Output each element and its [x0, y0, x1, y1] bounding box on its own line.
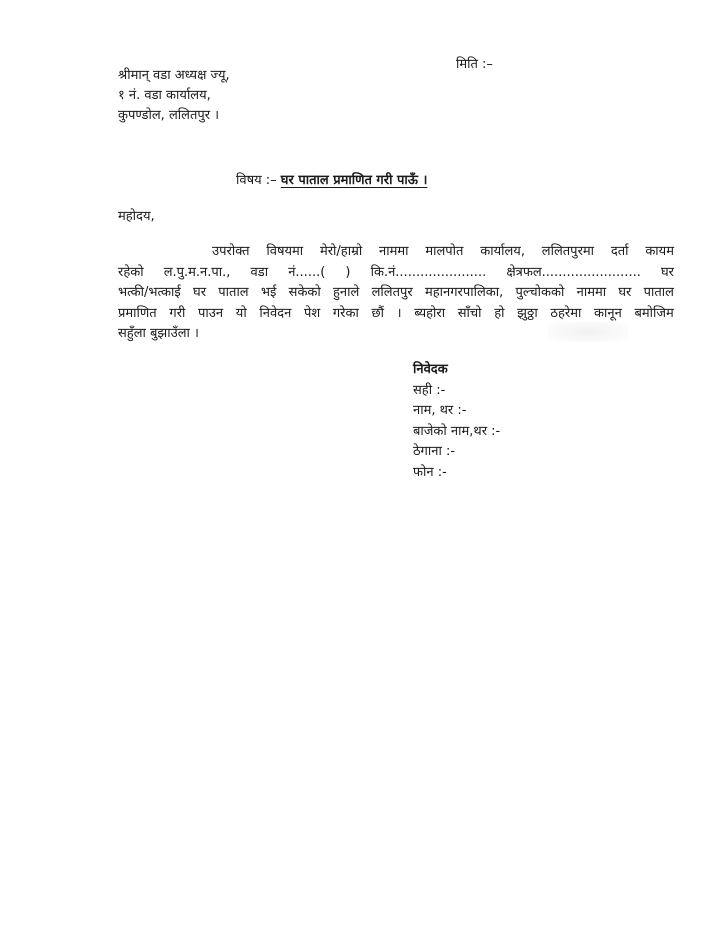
- body-word: ललितपुर: [371, 285, 413, 300]
- body-word: ब्यहोरा: [414, 305, 446, 321]
- subject-label: विषय :–: [236, 173, 281, 188]
- recipient-title: श्रीमान् वडा अध्यक्ष ज्यू,: [118, 68, 230, 83]
- body-word: नाममा: [379, 244, 409, 259]
- recipient-office: १ नं. वडा कार्यालय,: [118, 88, 211, 103]
- body-word: ल.पु.म.न.पा.,: [163, 264, 231, 280]
- body-word: मेरो/हाम्रो: [319, 244, 363, 259]
- body-word: घर: [618, 285, 632, 300]
- subject-line: [236, 170, 427, 188]
- body-word: प्रमाणित: [118, 305, 157, 321]
- recipient-address: [118, 66, 230, 126]
- applicant-heading: निवेदक: [413, 362, 448, 377]
- body-word: झुठ्ठा: [517, 305, 538, 321]
- body-word: हो: [494, 305, 505, 321]
- body-line: [118, 242, 674, 263]
- body-line: [118, 283, 674, 304]
- body-word: मालपोत: [425, 244, 464, 259]
- grandfather-name-field: बाजेको नाम,थर :-: [413, 423, 501, 439]
- body-word: महानगरपालिका,: [424, 285, 504, 300]
- body-word: ठहरेमा: [550, 305, 582, 321]
- body-word: निवेदन: [259, 305, 292, 321]
- body-word: ललितपुरमा: [541, 244, 595, 259]
- body-word: पाताल: [643, 285, 674, 300]
- body-word: घर: [660, 264, 674, 280]
- body-word: यो: [235, 305, 247, 321]
- body-line: [118, 304, 674, 325]
- body-word: विषयमा: [266, 244, 304, 259]
- signature-field: सही :-: [413, 382, 446, 398]
- body-word: भत्की/भत्काई: [118, 285, 181, 300]
- body-word: नं......(: [288, 264, 326, 280]
- body-word: गरेका: [332, 305, 359, 321]
- phone-field: फोन :-: [413, 464, 447, 480]
- recipient-location: कुपण्डोल, ललितपुर ।: [118, 108, 220, 123]
- name-field: नाम, थर :-: [413, 403, 467, 418]
- body-word: ।: [396, 305, 402, 321]
- body-word: कि.नं......................: [370, 264, 487, 280]
- body-word: सकेको: [288, 285, 321, 300]
- address-field: ठेगाना :-: [413, 444, 456, 459]
- body-word: घर: [193, 285, 207, 300]
- body-word: क्षेत्रफल........................: [506, 264, 641, 280]
- body-word: कायम: [645, 244, 674, 259]
- salutation: महोदय,: [118, 209, 155, 224]
- body-word: भई: [260, 285, 277, 300]
- body-word: गरी: [169, 305, 186, 321]
- body-word: नाममा: [576, 285, 607, 300]
- body-word: उपरोक्त: [212, 244, 250, 259]
- body-word: छौं: [371, 305, 384, 321]
- body-word: कानून: [594, 305, 622, 321]
- scan-smudge: [548, 322, 628, 342]
- body-word: बमोजिम: [634, 305, 674, 321]
- body-word: साँचो: [457, 305, 482, 321]
- body-word: पाउन: [198, 305, 224, 321]
- body-line: [118, 263, 674, 284]
- body-word: दर्ता: [610, 244, 629, 259]
- body-word: रहेको: [118, 264, 144, 280]
- subject-text: घर पाताल प्रमाणित गरी पाऊँ ।: [280, 173, 428, 188]
- body-word: ): [345, 264, 351, 280]
- applicant-block: [413, 360, 500, 483]
- body-word: हुनाले: [333, 285, 360, 300]
- body-word: पुल्चोकको: [515, 285, 565, 300]
- body-word: पेश: [303, 305, 321, 321]
- body-word: पाताल: [218, 285, 249, 300]
- body-word: सहुँला बुझाउँला ।: [118, 326, 199, 341]
- date-line: मिति :–: [456, 57, 493, 72]
- body-word: वडा: [250, 264, 269, 280]
- body-word: कार्यालय,: [480, 244, 525, 259]
